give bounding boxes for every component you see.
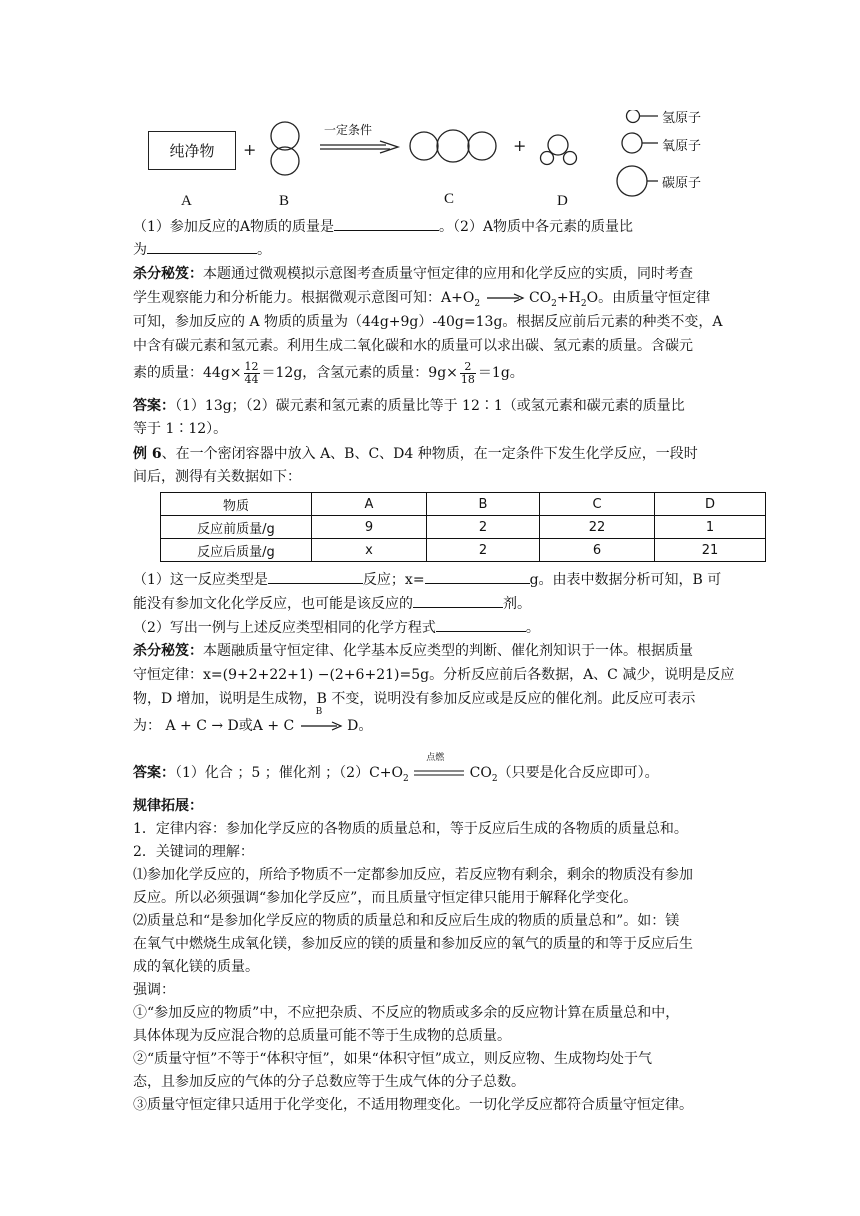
answer-1-line-1: 答案：（1）13g；（2）碳元素和氢元素的质量比等于 12∶1（或氢元素和碳元素的质量比 xyxy=(133,398,685,414)
legend-label-hydrogen: 氢原子 xyxy=(662,111,702,126)
fraction: $\frac{2}{18}$ xyxy=(460,359,475,386)
analysis-title: 杀分秘笈： xyxy=(133,266,203,282)
analysis-2-line-2: 守恒定律：x=(9+2+22+1) −(2+6+21)=5g。分析反应前后各数据，A、C 减少，说明是反应 xyxy=(133,667,735,683)
answer-blank[interactable] xyxy=(425,569,530,584)
table-cell: 6 xyxy=(540,539,655,562)
pure-substance-label: 纯净物 xyxy=(169,142,215,160)
example-6-line-1: 例 6、在一个密闭容器中放入 A、B、C、D4 种物质，在一定条件下发生化学反应，一段时 xyxy=(133,446,698,462)
analysis-1-line-2: 学生观察能力和分析能力。根据微观示意图可知：$A+O_2$ $CO_2+H_2O$。由质量守恒定律 xyxy=(133,290,711,309)
right-arrow-icon xyxy=(299,721,343,731)
table-header: C xyxy=(540,493,655,516)
rules-line: ⑵质量总和“是参加化学反应的物质的质量总和和反应后生成的物质的质量总和”。如：镁 xyxy=(133,913,680,929)
table-header: B xyxy=(427,493,540,516)
rules-line: 在氧气中燃烧生成氧化镁，参加反应的镁的质量和参加反应的氧气的质量的和等于反应后生 xyxy=(133,936,693,952)
catalyst-label: B xyxy=(315,707,323,717)
answer-2-line: 答案：（1）化合 ；5 ；催化剂 ；$(2)C+O_2$ 点燃 $CO_2$（只要是化合反应即可）。 xyxy=(133,753,659,784)
answer-blank[interactable] xyxy=(147,239,257,254)
table-row xyxy=(161,539,766,562)
rules-line: 具体体现为反应混合物的总质量可能不等于生成物的总质量。 xyxy=(133,1028,511,1044)
pure-substance-box xyxy=(148,131,236,170)
ignition-label: 点燃 xyxy=(426,753,445,763)
table-cell: 21 xyxy=(655,539,766,562)
legend-label-oxygen: 氧原子 xyxy=(662,139,702,154)
analysis-1-line-4: 中含有碳元素和氢元素。利用生成二氧化碳和水的质量可以求出碳、氢元素的质量。含碳元 xyxy=(133,338,693,354)
label-b: B xyxy=(279,193,290,209)
rules-title: 规律拓展： xyxy=(133,798,203,814)
legend-carbon-icon xyxy=(617,166,647,196)
answer-blank[interactable] xyxy=(436,617,526,632)
question-1-line-2: 为 。 xyxy=(133,239,271,260)
table-cell: 9 xyxy=(312,516,427,539)
rules-line: ②“质量守恒”不等于“体积守恒”，如果“体积守恒”成立，则反应物、生成物均处于气 xyxy=(133,1051,652,1067)
table-header: D xyxy=(655,493,766,516)
oxygen-atom-d xyxy=(548,135,568,155)
table-header-row xyxy=(161,493,766,516)
plus-sign-2: + xyxy=(513,136,527,155)
question-6-line-3: （2）写出一例与上述反应类型相同的化学方程式 。 xyxy=(133,617,540,638)
answer-title: 答案： xyxy=(133,765,175,781)
label-c: C xyxy=(444,191,455,207)
oxygen-atom-c2 xyxy=(468,132,496,160)
table-cell: x xyxy=(312,539,427,562)
oxygen-atom-b2 xyxy=(271,147,299,175)
arrow-condition-label: 一定条件 xyxy=(324,123,373,137)
answer-1-line-2: 等于 1∶12）。 xyxy=(133,421,228,437)
rules-line: ③质量守恒定律只适用于化学变化，不适用物理变化。一切化学反应都符合质量守恒定律。 xyxy=(133,1097,693,1113)
rules-line: 反应。所以必须强调“参加化学反应”，而且质量守恒定律只能用于解释化学变化。 xyxy=(133,890,638,906)
plus-sign-1: + xyxy=(243,140,257,159)
hydrogen-atom-d1 xyxy=(541,152,554,165)
hydrogen-atom-d2 xyxy=(564,152,577,165)
analysis-2-line-1: 杀分秘笈：本题融质量守恒定律、化学基本反应类型的判断、催化剂知识于一体。根据质量 xyxy=(133,643,693,659)
equals-sign-icon xyxy=(413,768,465,778)
rules-line: ⑴参加化学反应的，所给予物质不一定都参加反应，若反应物有剩余，剩余的物质没有参加 xyxy=(133,867,693,883)
table-row xyxy=(161,516,766,539)
table-header: 物质 xyxy=(161,493,312,516)
table-cell: 2 xyxy=(427,539,540,562)
table-cell: 2 xyxy=(427,516,540,539)
oxygen-atom-c1 xyxy=(410,132,438,160)
label-a: A xyxy=(181,193,192,209)
rules-line: ①“参加反应的物质”中，不应把杂质、不反应的物质或多余的反应物计算在质量总和中， xyxy=(133,1005,680,1021)
rules-line: 2．关键词的理解： xyxy=(133,844,254,860)
oxygen-atom-b1 xyxy=(271,122,299,150)
table-cell: 反应后质量/g xyxy=(161,539,312,562)
fraction: $\frac{12}{44}$ xyxy=(244,359,259,386)
right-arrow-icon xyxy=(485,293,525,303)
table-cell: 22 xyxy=(540,516,655,539)
mass-data-table xyxy=(160,492,766,562)
rules-line: 成的氧化镁的质量。 xyxy=(133,959,259,975)
rules-line: 强调： xyxy=(133,982,175,998)
example-title: 例 6 xyxy=(133,446,162,462)
question-1-line-1: （1）参加反应的A物质的质量是 。（2）A物质中各元素的质量比 xyxy=(133,216,633,237)
answer-blank[interactable] xyxy=(413,593,503,608)
legend-hydrogen-icon xyxy=(627,110,640,123)
rules-line: 态，且参加反应的气体的分子总数应等于生成气体的分子总数。 xyxy=(133,1074,525,1090)
table-cell: 1 xyxy=(655,516,766,539)
analysis-2-line-3: 物，D 增加，说明是生成物，B 不变，说明没有参加反应或是反应的催化剂。此反应可表示 xyxy=(133,691,696,707)
table-cell: 反应前质量/g xyxy=(161,516,312,539)
legend-oxygen-icon xyxy=(622,133,642,153)
legend-label-carbon: 碳原子 xyxy=(662,176,702,191)
analysis-1-line-3: 可知，参加反应的 A 物质的质量为（44g+9g）-40g=13g。根据反应前后元素的种类不变，A xyxy=(133,314,723,330)
answer-blank[interactable] xyxy=(268,569,363,584)
analysis-2-line-4: 为： A + C → D或A + C B D。 xyxy=(133,707,373,734)
example-6-line-2: 间后，测得有关数据如下： xyxy=(133,469,301,485)
rules-line: 1．定律内容：参加化学反应的各物质的质量总和，等于反应后生成的各物质的质量总和。 xyxy=(133,821,688,837)
table-header: A xyxy=(312,493,427,516)
analysis-title: 杀分秘笈： xyxy=(133,643,203,659)
answer-title: 答案： xyxy=(133,398,175,414)
label-d: D xyxy=(557,193,568,209)
question-6-line-2: 能没有参加文化化学反应，也可能是该反应的 剂。 xyxy=(133,593,531,614)
answer-blank[interactable] xyxy=(334,216,439,231)
analysis-1-line-5: 素的质量：44g× $\frac{12}{44}$ ＝12g，含氢元素的质量：9g× $\frac{2}{18}$ ＝1g。 xyxy=(133,359,524,386)
question-6-line-1: （1）这一反应类型是 反应；x= g。由表中数据分析可知，B 可 xyxy=(133,569,721,590)
carbon-atom-c xyxy=(437,130,469,162)
analysis-1-line-1: 杀分秘笈：本题通过微观模拟示意图考查质量守恒定律的应用和化学反应的实质，同时考查 xyxy=(133,266,693,282)
